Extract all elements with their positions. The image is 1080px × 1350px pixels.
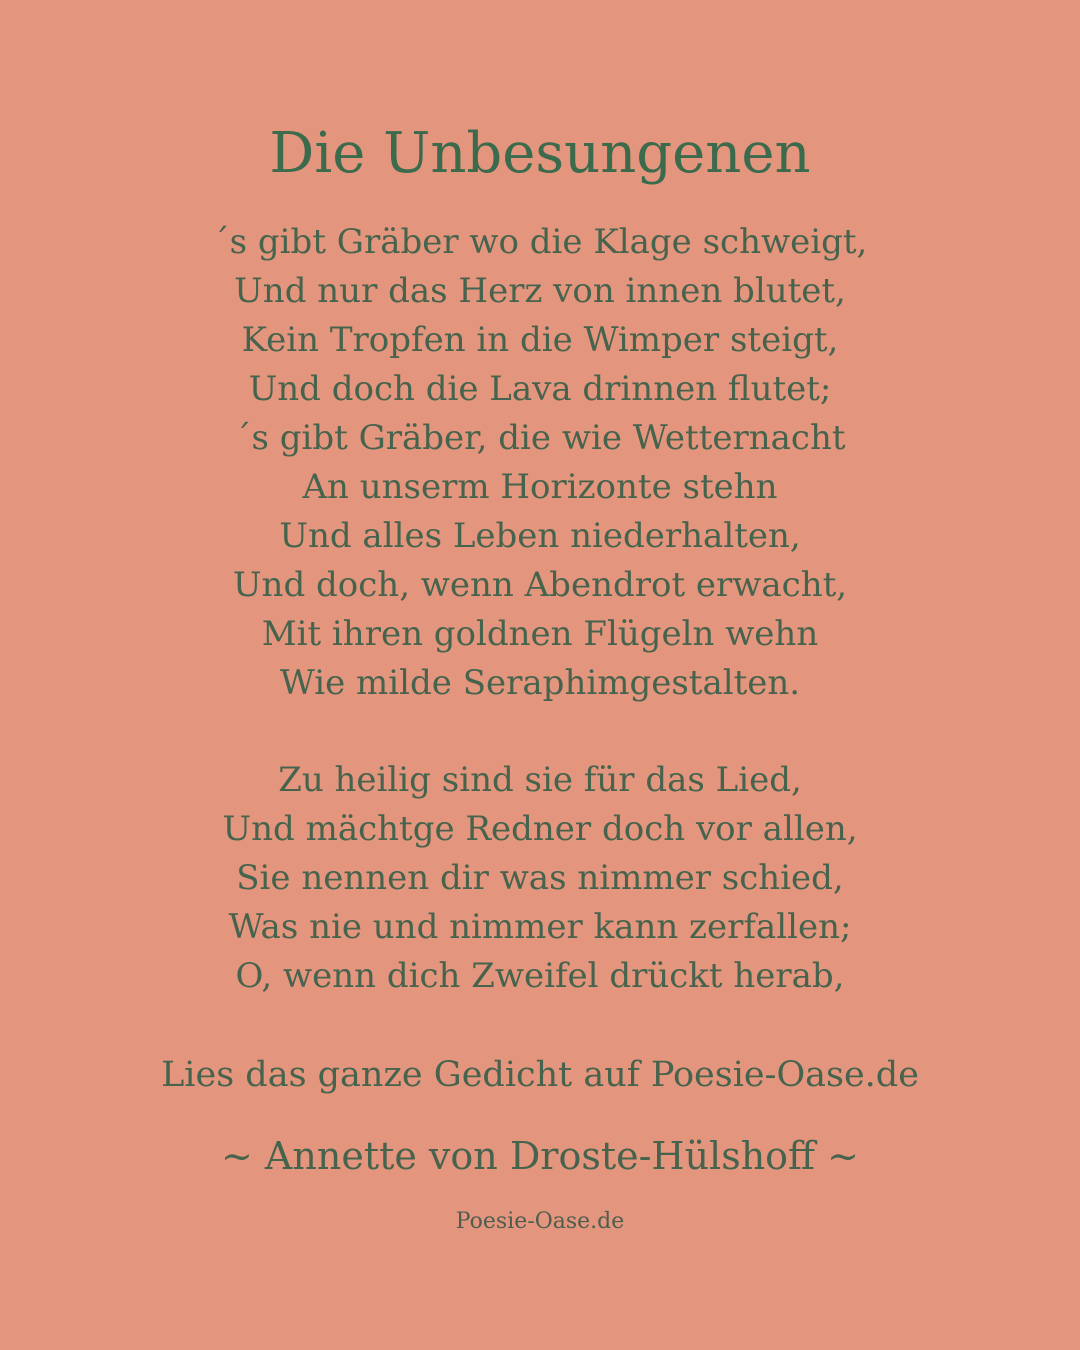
verse-line: Und nur das Herz von innen blutet,: [234, 271, 846, 311]
stanza-1: [0, 218, 1080, 708]
verse-line: Und mächtge Redner doch vor allen,: [222, 809, 858, 849]
verse-line: Wie milde Seraphimgestalten.: [279, 663, 801, 703]
verse-line: Zu heilig sind sie für das Lied,: [278, 760, 802, 800]
verse-line: O, wenn dich Zweifel drückt herab,: [235, 956, 845, 996]
verse-line: ´s gibt Gräber wo die Klage schweigt,: [212, 222, 868, 262]
verse-line: ´s gibt Gräber, die wie Wetternacht: [234, 418, 846, 458]
verse-line: An unserm Horizonte stehn: [302, 467, 778, 507]
verse-line: Kein Tropfen in die Wimper steigt,: [241, 320, 839, 360]
verse-line: Was nie und nimmer kann zerfallen;: [228, 907, 852, 947]
verse-line: Und doch, wenn Abendrot erwacht,: [232, 565, 848, 605]
poem-author: ~ Annette von Droste-Hülshoff ~: [221, 1134, 859, 1178]
site-name: Poesie-Oase.de: [455, 1209, 625, 1234]
verse-line: Und alles Leben niederhalten,: [279, 516, 801, 556]
verse-line: Mit ihren goldnen Flügeln wehn: [261, 614, 819, 654]
verse-line: Und doch die Lava drinnen flutet;: [248, 369, 832, 409]
verse-line: Sie nennen dir was nimmer schied,: [236, 858, 844, 898]
read-more-teaser: Lies das ganze Gedicht auf Poesie-Oase.de: [161, 1055, 919, 1095]
poem-title: Die Unbesungenen: [269, 121, 811, 186]
stanza-2: [0, 756, 1080, 1001]
